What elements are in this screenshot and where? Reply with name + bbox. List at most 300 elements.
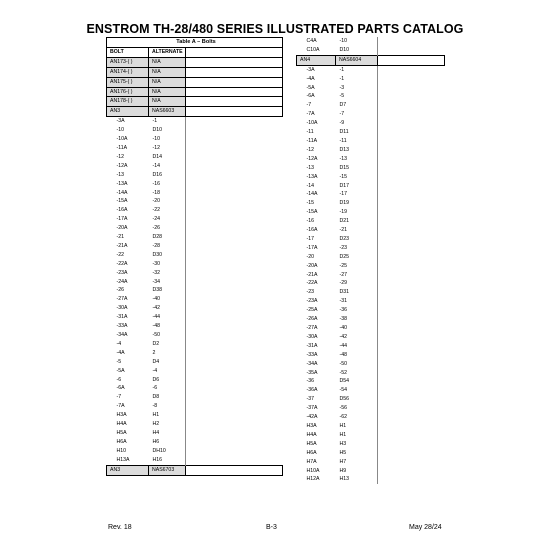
table-row	[297, 351, 445, 360]
table-row	[107, 162, 283, 171]
blank-cell	[378, 440, 445, 449]
blank-cell	[378, 235, 445, 244]
bolt-cell: -25A	[306, 307, 318, 314]
table-row	[107, 411, 283, 420]
table-row	[107, 180, 283, 189]
alternate-cell: H3	[339, 440, 347, 447]
blank-cell	[378, 75, 445, 84]
bolt-cell: H12A	[306, 476, 320, 483]
blank-cell	[378, 333, 445, 342]
bolts-table-right	[296, 37, 445, 484]
bolt-cell: AN175-( )	[107, 77, 149, 87]
table-row	[297, 449, 445, 458]
alternate-cell: -44	[339, 342, 347, 349]
bolt-cell: AN173-( )	[107, 57, 149, 67]
bolt-cell: -27A	[306, 325, 318, 331]
blank-cell	[378, 253, 445, 262]
blank-cell	[378, 137, 445, 146]
blank-cell	[378, 377, 445, 386]
table-row	[297, 315, 445, 324]
table-row	[107, 402, 283, 411]
alternate-cell: D8	[152, 394, 160, 401]
bolt-cell: -7	[116, 394, 122, 401]
alternate-cell: -40	[152, 296, 160, 303]
blank-cell	[378, 244, 445, 253]
alternate-cell: D31	[339, 289, 350, 296]
bolt-cell: -12	[116, 153, 124, 160]
blank-cell	[378, 119, 445, 128]
alternate-cell: -44	[152, 314, 160, 321]
blank-cell	[378, 110, 445, 119]
bolt-cell: -17A	[306, 244, 318, 251]
bolt-cell: -16A	[306, 227, 318, 234]
bolt-cell: -11A	[306, 137, 318, 144]
alternate-cell: -26	[152, 225, 160, 232]
alternate-cell: -12	[152, 144, 160, 151]
bolt-column-header: BOLT	[107, 47, 149, 57]
alternate-cell: -19	[339, 209, 347, 216]
table-row	[297, 137, 445, 146]
table-row	[107, 376, 283, 385]
alternate-cell: -36	[339, 307, 347, 314]
table-row	[297, 110, 445, 119]
bolt-cell: H6A	[306, 449, 317, 456]
bolt-cell: -21A	[116, 242, 128, 249]
alternate-cell: H9	[339, 467, 347, 474]
bolt-cell: -4A	[116, 349, 125, 356]
blank-cell	[186, 233, 283, 242]
table-group-row	[107, 77, 283, 87]
blank-cell	[378, 386, 445, 395]
alternate-cell: -40	[339, 325, 347, 331]
table-row	[297, 297, 445, 306]
bolt-cell: C10A	[306, 46, 320, 53]
bolt-cell: -6	[116, 376, 122, 383]
blank-cell	[378, 208, 445, 217]
alternate-cell: -42	[339, 333, 347, 340]
alternate-cell: -48	[339, 351, 347, 358]
alternate-cell: -17	[339, 191, 347, 198]
blank-cell	[378, 92, 445, 101]
table-row	[297, 377, 445, 386]
blank-cell	[378, 324, 445, 333]
table-row	[107, 135, 283, 144]
blank-cell	[186, 97, 283, 107]
blank-cell	[186, 420, 283, 429]
alternate-cell: -1	[152, 118, 158, 125]
blank-cell	[186, 153, 283, 162]
blank-cell	[186, 180, 283, 189]
bolt-cell: -14A	[116, 189, 128, 196]
blank-cell	[378, 155, 445, 164]
alternate-cell: NAS6604	[336, 55, 378, 65]
bolt-cell: -10A	[306, 120, 318, 127]
alternate-cell: NAS6703	[149, 465, 186, 475]
blank-cell	[378, 262, 445, 271]
alternate-cell: -32	[152, 269, 160, 276]
bolt-cell: -16A	[116, 207, 128, 214]
blank-cell	[186, 144, 283, 153]
table-row	[297, 440, 445, 449]
blank-cell	[378, 173, 445, 182]
table-row	[297, 119, 445, 128]
table-group-row	[107, 67, 283, 77]
blank-cell	[186, 77, 283, 87]
bolt-cell: -20A	[116, 225, 128, 232]
table-row	[297, 475, 445, 484]
alternate-cell: D38	[152, 287, 163, 294]
blank-cell	[186, 322, 283, 331]
table-row	[297, 217, 445, 226]
blank-cell	[378, 467, 445, 476]
table-row	[297, 101, 445, 110]
table-row	[297, 155, 445, 164]
alternate-cell: D21	[339, 218, 350, 225]
alternate-cell: -30	[152, 260, 160, 267]
bolt-cell: -26	[116, 287, 124, 294]
blank-cell	[378, 146, 445, 155]
table-row	[297, 279, 445, 288]
blank-cell	[186, 224, 283, 233]
table-row	[297, 431, 445, 440]
table-row	[107, 304, 283, 313]
table-row	[297, 46, 445, 55]
alternate-cell: D10	[152, 127, 163, 134]
blank-cell	[378, 360, 445, 369]
blank-cell	[378, 128, 445, 137]
alternate-cell: -18	[152, 189, 160, 196]
bolt-cell: -20	[306, 253, 314, 260]
alternate-cell: -23	[339, 244, 347, 251]
blank-cell	[378, 306, 445, 315]
blank-cell	[186, 278, 283, 287]
blank-cell	[378, 271, 445, 280]
bolt-cell: -42A	[306, 414, 318, 421]
alternate-cell: D19	[339, 200, 350, 207]
alternate-cell: N/A	[149, 87, 186, 97]
table-group-row	[107, 107, 283, 117]
blank-cell	[378, 395, 445, 404]
bolt-cell: -3A	[306, 66, 315, 73]
bolt-cell: H5A	[306, 440, 317, 447]
alternate-cell: -50	[152, 332, 160, 338]
table-row	[107, 456, 283, 465]
blank-cell	[186, 438, 283, 447]
alternate-cell: DH10	[152, 447, 166, 454]
bolt-cell: -6A	[306, 93, 315, 100]
blank-cell	[186, 358, 283, 367]
table-row	[297, 84, 445, 93]
bolt-cell: AN176-( )	[107, 87, 149, 97]
alternate-cell: -8	[152, 403, 158, 410]
bolt-cell: AN174-( )	[107, 67, 149, 77]
alternate-cell: -29	[339, 280, 347, 287]
blank-cell	[186, 87, 283, 97]
table-row	[297, 128, 445, 137]
blank-cell	[186, 126, 283, 135]
alternate-cell: N/A	[149, 67, 186, 77]
table-row	[107, 322, 283, 331]
table-row	[297, 37, 445, 46]
blank-cell	[186, 242, 283, 251]
bolt-cell: AN3	[107, 465, 149, 475]
blank-cell	[378, 37, 445, 46]
bolt-cell: -4	[116, 340, 122, 347]
table-row	[107, 269, 283, 278]
bolt-cell: -4A	[306, 75, 315, 82]
table-row	[107, 251, 283, 260]
blank-cell	[378, 449, 445, 458]
blank-cell	[186, 349, 283, 358]
alternate-cell: -31	[339, 298, 347, 305]
blank-cell	[186, 162, 283, 171]
blank-cell	[378, 55, 445, 65]
alternate-cell: -27	[339, 271, 347, 278]
bolt-cell: -14A	[306, 191, 318, 198]
bolt-cell: -36	[306, 378, 314, 385]
table-row	[107, 384, 283, 393]
alternate-cell: D16	[152, 171, 163, 178]
alternate-cell: D13	[339, 146, 350, 153]
alternate-cell: NAS6603	[149, 107, 186, 117]
alternate-cell: -56	[339, 405, 347, 412]
table-row	[297, 164, 445, 173]
bolt-cell: -12A	[306, 155, 318, 162]
table-row	[107, 117, 283, 126]
bolt-cell: -7	[306, 102, 312, 109]
blank-cell	[186, 295, 283, 304]
alternate-cell: H5	[339, 449, 347, 456]
bolt-cell: -22	[116, 251, 124, 258]
alternate-cell: D11	[339, 129, 349, 136]
alternate-cell: -5	[339, 93, 345, 100]
alternate-cell: -9	[339, 120, 345, 127]
table-row	[297, 422, 445, 431]
blank-cell	[378, 475, 445, 484]
bolt-cell: -17	[306, 235, 314, 242]
blank-cell	[186, 304, 283, 313]
blank-cell	[378, 101, 445, 110]
alternate-cell: -21	[339, 227, 347, 234]
alternate-cell: -7	[339, 111, 345, 118]
table-row	[297, 386, 445, 395]
blank-cell	[186, 107, 283, 117]
alternate-cell: -4	[152, 367, 158, 374]
table-row	[107, 278, 283, 287]
bolt-cell: -17A	[116, 216, 128, 223]
bolt-cell: -13	[306, 164, 314, 171]
table-row	[297, 92, 445, 101]
table-row	[107, 286, 283, 295]
table-row	[297, 271, 445, 280]
alternate-cell: -20	[152, 198, 160, 205]
table-row	[297, 190, 445, 199]
alternate-cell: -11	[339, 137, 347, 144]
bolt-cell: H13A	[116, 456, 130, 463]
table-row	[107, 206, 283, 215]
revision-date: May 28/24	[409, 524, 442, 531]
table-row	[297, 467, 445, 476]
page-number: B-3	[266, 524, 277, 531]
bolt-cell: -26A	[306, 316, 318, 323]
bolt-cell: -13A	[306, 173, 318, 180]
table-row	[107, 153, 283, 162]
bolt-cell: -23	[306, 289, 314, 296]
table-row	[297, 458, 445, 467]
table-row	[297, 146, 445, 155]
table-row	[107, 313, 283, 322]
blank-cell	[378, 190, 445, 199]
blank-cell	[186, 67, 283, 77]
blank-cell	[186, 215, 283, 224]
bolt-cell: -10A	[116, 136, 128, 143]
table-row	[297, 333, 445, 342]
bolt-cell: -34A	[306, 360, 318, 367]
alternate-cell: D30	[152, 251, 163, 258]
alternate-cell: D54	[339, 378, 350, 385]
blank-cell	[186, 429, 283, 438]
blank-cell	[186, 313, 283, 322]
alternate-cell: D6	[152, 376, 160, 383]
bolt-cell: -33A	[116, 323, 128, 330]
bolt-cell: AN3	[107, 107, 149, 117]
bolt-cell: AN178-( )	[107, 97, 149, 107]
alternate-cell: -1	[339, 66, 345, 73]
blank-cell	[186, 260, 283, 269]
table-row	[107, 447, 283, 456]
blank-cell	[378, 458, 445, 467]
blank-cell	[186, 171, 283, 180]
table-row	[107, 349, 283, 358]
alternate-cell: -52	[339, 369, 347, 376]
table-row	[107, 171, 283, 180]
bolt-cell: H3A	[116, 412, 127, 419]
bolt-cell: -31A	[116, 314, 128, 321]
page-title: ENSTROM TH-28/480 SERIES ILLUSTRATED PARTS CATALOG	[86, 22, 464, 36]
alternate-cell: D7	[339, 102, 347, 109]
alternate-cell: -16	[152, 180, 160, 187]
table-row	[107, 420, 283, 429]
blank-cell	[378, 297, 445, 306]
bolt-cell: -16	[306, 218, 314, 225]
bolt-cell: -24A	[116, 278, 128, 285]
bolt-cell: -11	[306, 129, 314, 136]
table-row	[297, 226, 445, 235]
alternate-cell: -10	[152, 136, 160, 143]
alternate-cell: -14	[152, 162, 160, 169]
table-row	[107, 331, 283, 340]
blank-cell	[186, 189, 283, 198]
alternate-cell: -22	[152, 207, 160, 214]
bolt-cell: -22A	[116, 260, 128, 267]
blank-cell	[378, 315, 445, 324]
table-row	[107, 224, 283, 233]
blank-cell	[378, 199, 445, 208]
blank-cell	[186, 197, 283, 206]
table-row	[297, 413, 445, 422]
alternate-cell: D25	[339, 253, 350, 260]
blank-cell	[186, 402, 283, 411]
table-group-row	[107, 57, 283, 67]
alternate-cell: D15	[339, 164, 350, 171]
bolt-cell: -10	[116, 127, 124, 134]
blank-cell	[378, 404, 445, 413]
alternate-cell: H2	[152, 421, 160, 428]
bolt-cell: H4A	[116, 421, 127, 428]
blank-cell	[186, 206, 283, 215]
blank-cell	[186, 286, 283, 295]
bolt-cell: -7A	[306, 111, 315, 118]
bolt-cell: -22A	[306, 280, 318, 287]
blank-cell	[378, 369, 445, 378]
table-row	[107, 233, 283, 242]
blank-cell	[186, 251, 283, 260]
bolt-cell: -5	[116, 358, 122, 365]
bolt-cell: C4A	[306, 38, 317, 44]
bolt-cell: -14	[306, 182, 314, 189]
blank-cell	[378, 351, 445, 360]
alternate-cell: N/A	[149, 77, 186, 87]
bolt-cell: -31A	[306, 342, 318, 349]
table-caption: Table A – Bolts	[107, 38, 283, 48]
bolt-cell: -33A	[306, 351, 318, 358]
table-row	[107, 295, 283, 304]
bolt-cell: -23A	[306, 298, 318, 305]
bolt-cell: -37	[306, 396, 314, 403]
table-row	[297, 253, 445, 262]
blank-cell	[378, 164, 445, 173]
blank-cell	[186, 456, 283, 465]
table-row	[297, 199, 445, 208]
left-table-body	[107, 57, 283, 475]
alternate-cell: -42	[152, 305, 160, 312]
blank-cell	[378, 288, 445, 297]
bolt-cell: -21A	[306, 271, 318, 278]
table-row	[297, 235, 445, 244]
table-row	[107, 126, 283, 135]
bolt-cell: -21	[116, 234, 124, 241]
bolt-cell: -12	[306, 146, 314, 153]
blank-cell	[186, 447, 283, 456]
bolt-cell: H3A	[306, 422, 317, 429]
blank-column-header	[186, 47, 283, 57]
blank-cell	[378, 182, 445, 191]
bolt-cell: -5A	[306, 84, 315, 91]
blank-cell	[378, 431, 445, 440]
bolt-cell: -15A	[306, 209, 318, 216]
table-group-row	[107, 97, 283, 107]
alternate-cell: N/A	[149, 97, 186, 107]
bolt-cell: -5A	[116, 367, 125, 374]
alternate-cell: -13	[339, 155, 347, 162]
table-row	[297, 324, 445, 333]
bolt-cell: -13	[116, 171, 124, 178]
table-row	[107, 242, 283, 251]
alternate-cell: D23	[339, 235, 350, 242]
table-row	[297, 65, 445, 74]
alternate-cell: H1	[152, 412, 160, 419]
blank-cell	[378, 46, 445, 55]
alternate-cell: -25	[339, 262, 347, 269]
blank-cell	[186, 367, 283, 376]
table-row	[297, 182, 445, 191]
table-group-row	[107, 465, 283, 475]
blank-cell	[186, 384, 283, 393]
blank-cell	[378, 226, 445, 235]
alternate-cell: -3	[339, 84, 345, 91]
table-row	[107, 393, 283, 402]
alternate-cell: 2	[152, 349, 156, 356]
